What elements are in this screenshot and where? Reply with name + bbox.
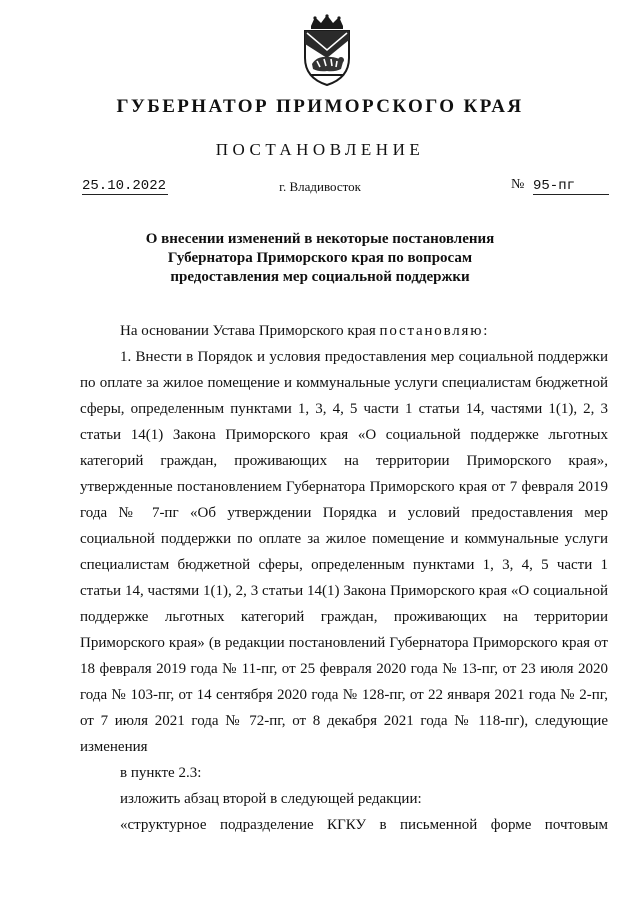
document-type: ПОСТАНОВЛЕНИЕ	[215, 140, 425, 159]
subject-line: О внесении изменений в некоторые постановления	[145, 231, 495, 247]
basis-paragraph	[80, 318, 608, 344]
quote-paragraph: «структурное подразделение КГКУ в письменной форме почтовым	[120, 817, 608, 833]
document-date: 25.10.2022	[82, 178, 167, 194]
item-1-paragraph: 1. Внести в Порядок и условия предоставления мер социальной поддержки по оплате за жилое помещение и коммунальные услуги специалистам бюджетной сферы, определенным пунктами 1, 3, 4, 5 части 1 статьи 14, частями 1(1), 2, 3 статьи 14(1) Закона Приморского края «О социальной поддержке льготных категорий граждан, проживающих на территории Приморского края», утвержденные постановлением Губернатора Приморского края от 7 февраля 2019 года № 7-пг «Об утверждении Порядка и условий предоставления мер социальной поддержки по оплате за жилое помещение и коммунальные услуги специалистам бюджетной сферы, определенным пунктами 1, 3, 4, 5 части 1 статьи 14, частями 1(1), 2, 3 статьи 14(1) Закона Приморского края «О социальной поддержке льготных категорий граждан, проживающих на территории Приморского края» (в редакции постановлений Губернатора Приморского края от 18 февраля 2019 года № 11-пг, от 25 февраля 2020 года № 13-пг, от 23 июля 2020 года № 103-пг, от 14 сентября 2020 года № 128-пг, от 22 января 2021 года № 2-пг, от 7 июля 2021 года № 72-пг, от 8 декабря 2021 года № 118-пг), следующие изменения	[80, 349, 608, 755]
document-subject	[80, 230, 560, 287]
point-paragraph: в пункте 2.3:	[120, 765, 202, 781]
subject-line: предоставления мер социальной поддержки	[170, 269, 470, 285]
basis-end: :	[483, 323, 488, 339]
document-number-prefix: №	[511, 177, 525, 192]
instruction-paragraph: изложить абзац второй в следующей редакции:	[120, 791, 422, 807]
document-number: 95-пг	[533, 178, 609, 195]
issuing-authority: ГУБЕРНАТОР ПРИМОРСКОГО КРАЯ	[116, 96, 524, 117]
coat-of-arms-icon	[297, 14, 357, 86]
document-place: г. Владивосток	[279, 179, 361, 194]
resolve-word: постановляю	[379, 323, 484, 339]
basis-text: На основании Устава Приморского края	[120, 323, 380, 339]
subject-line: Губернатора Приморского края по вопросам	[167, 250, 473, 266]
document-body	[80, 318, 608, 838]
